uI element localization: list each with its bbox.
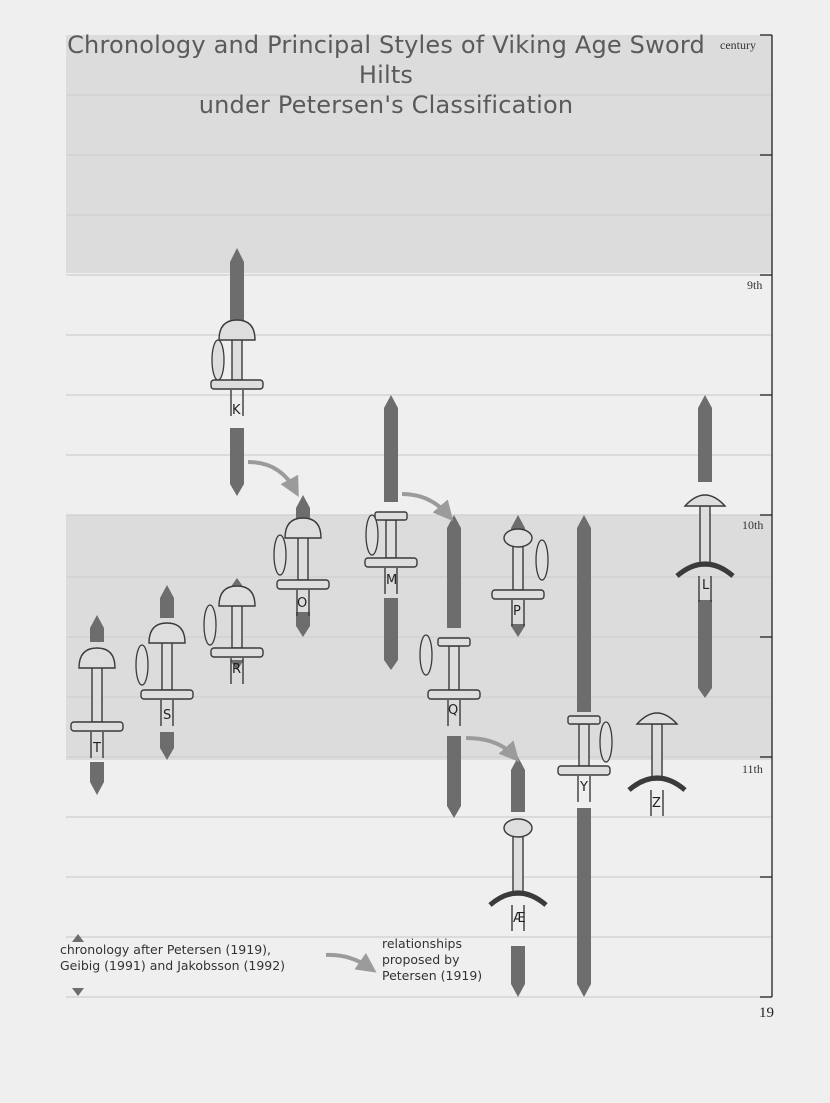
legend-chronology-arrow-down: [72, 988, 84, 996]
grip-q: [449, 646, 459, 690]
chronology-arrow-down-t: [90, 782, 104, 795]
pommel-y: [568, 716, 600, 724]
legend-chronology-text: [60, 942, 285, 974]
guard-y: [558, 766, 610, 775]
grip-m: [386, 520, 396, 558]
chronology-arrow-up-l: [698, 395, 712, 408]
side-view-y: [600, 722, 612, 762]
chronology-arrow-down-q: [447, 806, 461, 818]
pommel-ae: [504, 819, 532, 837]
relationship-arrow-m-q: [402, 494, 448, 515]
guard-o: [277, 580, 329, 589]
guard-p: [492, 590, 544, 599]
side-view-r: [204, 605, 216, 645]
chronology-bar-ae-1: [511, 946, 525, 984]
type-label-z: Z: [652, 796, 661, 811]
chronology-bar-q-1: [447, 736, 461, 806]
grip-t: [92, 666, 102, 722]
chronology-bar-y-1: [577, 808, 591, 984]
axis-label: century: [720, 38, 756, 52]
guard-ae: [490, 893, 546, 905]
legend-chronology-line-2: Geibig (1991) and Jakobsson (1992): [60, 958, 286, 973]
type-label-m: M: [386, 573, 398, 588]
grip-o: [298, 536, 308, 580]
type-label-l: L: [702, 578, 710, 593]
side-view-s: [136, 645, 148, 685]
chronology-bar-t-1: [90, 762, 104, 782]
chronology-bar-o-1: [296, 612, 310, 626]
type-label-y: Y: [580, 780, 588, 795]
type-label-ae: Æ: [513, 911, 526, 926]
type-label-k: K: [232, 403, 241, 418]
chronology-arrow-up-o: [296, 495, 310, 508]
chronology-arrow-down-k: [230, 484, 244, 496]
legend-relationships-line-2: proposed by: [382, 952, 460, 967]
grip-ae: [513, 834, 523, 895]
chronology-bar-m-1: [384, 598, 398, 660]
grip-l: [700, 506, 710, 566]
chronology-bar-l-1: [698, 600, 712, 688]
grip-r: [232, 604, 242, 648]
axis-tick-10th: 10th: [742, 518, 764, 532]
type-label-o: O: [297, 596, 308, 611]
guard-k: [211, 380, 263, 389]
side-view-q: [420, 635, 432, 675]
chronology-bar-y-0: [577, 528, 591, 712]
chronology-bar-s-1: [160, 732, 174, 748]
grip-z: [652, 724, 662, 780]
legend-chronology-line-1: chronology after Petersen (1919),: [60, 942, 271, 957]
chronology-bar-t-0: [90, 628, 104, 642]
legend-chronology-arrow-up: [72, 934, 84, 942]
guard-t: [71, 722, 123, 731]
type-label-s: S: [163, 708, 172, 723]
chronology-bar-ae-0: [511, 770, 525, 812]
chronology-bar-s-0: [160, 598, 174, 618]
relationship-arrow-k-o: [248, 462, 295, 490]
type-label-t: T: [93, 741, 101, 756]
chronology-arrow-down-ae: [511, 984, 525, 997]
pommel-m: [375, 512, 407, 520]
guard-z: [629, 778, 685, 790]
guard-q: [428, 690, 480, 699]
page-number: 19: [759, 1005, 774, 1021]
grip-k: [232, 338, 242, 380]
legend-relationships-text: [382, 936, 482, 984]
pommel-k: [219, 320, 255, 340]
type-label-r: R: [232, 662, 242, 677]
guard-r: [211, 648, 263, 657]
legend-relationship-arrow: [326, 955, 370, 968]
pommel-l: [685, 495, 725, 506]
diagram-title: [66, 30, 706, 120]
side-view-k: [212, 340, 224, 380]
title-line-2: under Petersen's Classification: [198, 91, 574, 119]
side-view-m: [366, 515, 378, 555]
chronology-arrow-down-y: [577, 984, 591, 997]
guard-s: [141, 690, 193, 699]
chronology-bar-q-0: [447, 528, 461, 628]
type-label-q: Q: [448, 703, 459, 718]
grip-y: [579, 724, 589, 766]
title-line-1: Chronology and Principal Styles of Viking Age Sword Hilts: [67, 31, 705, 89]
grip-s: [162, 641, 172, 690]
axis-tick-11th: 11th: [742, 762, 763, 776]
side-view-p: [536, 540, 548, 580]
legend-relationships-line-1: relationships: [382, 936, 462, 951]
pommel-q: [438, 638, 470, 646]
legend-relationships-line-3: Petersen (1919): [382, 968, 483, 983]
axis-tick-9th: 9th: [747, 278, 763, 292]
side-view-o: [274, 535, 286, 575]
chronology-bar-k-1: [230, 428, 244, 484]
chronology-bar-m-0: [384, 408, 398, 502]
grip-p: [513, 544, 523, 590]
chronology-bar-l-0: [698, 408, 712, 482]
type-label-p: P: [513, 604, 521, 619]
chronology-arrow-up-m: [384, 395, 398, 408]
chronology-bar-p-1: [511, 624, 525, 626]
pommel-p: [504, 529, 532, 547]
guard-m: [365, 558, 417, 567]
